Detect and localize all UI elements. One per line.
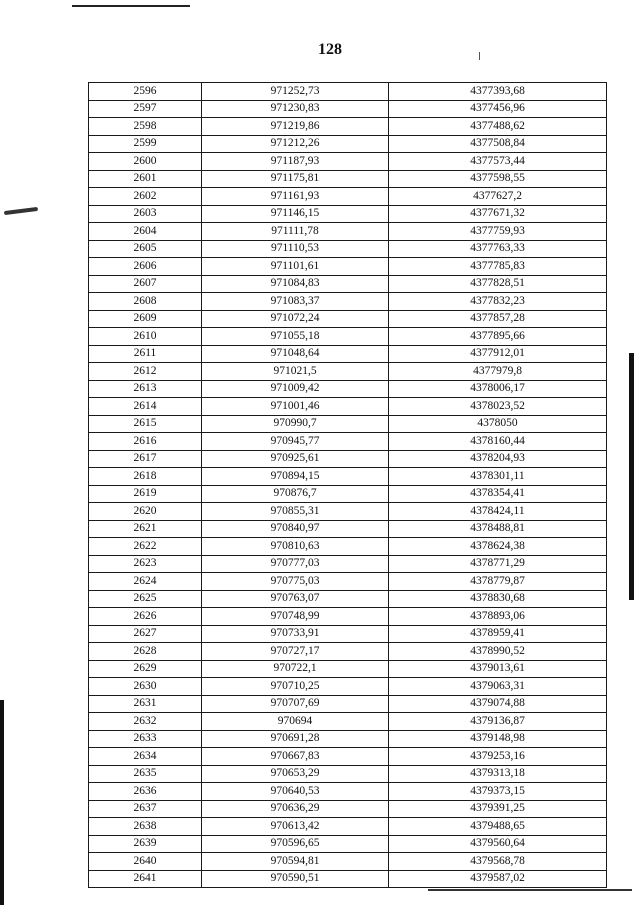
y-coordinate-cell: 4378006,17 xyxy=(389,380,607,398)
table-row xyxy=(89,135,607,153)
coordinates-table-body xyxy=(89,83,607,888)
y-coordinate-cell: 4377785,83 xyxy=(389,258,607,276)
point-number-cell: 2621 xyxy=(89,520,202,538)
table-row xyxy=(89,783,607,801)
point-number-cell: 2637 xyxy=(89,800,202,818)
y-coordinate-cell: 4379391,25 xyxy=(389,800,607,818)
y-coordinate-cell: 4378959,41 xyxy=(389,625,607,643)
x-coordinate-cell: 971230,83 xyxy=(202,100,389,118)
y-coordinate-cell: 4378624,38 xyxy=(389,538,607,556)
y-coordinate-cell: 4378204,93 xyxy=(389,450,607,468)
point-number-cell: 2600 xyxy=(89,153,202,171)
y-coordinate-cell: 4377627,2 xyxy=(389,188,607,206)
y-coordinate-cell: 4379074,88 xyxy=(389,695,607,713)
x-coordinate-cell: 971187,93 xyxy=(202,153,389,171)
x-coordinate-cell: 970694 xyxy=(202,713,389,731)
point-number-cell: 2629 xyxy=(89,660,202,678)
x-coordinate-cell: 971084,83 xyxy=(202,275,389,293)
page-number: 128 xyxy=(318,41,342,58)
y-coordinate-cell: 4378893,06 xyxy=(389,608,607,626)
x-coordinate-cell: 970733,91 xyxy=(202,625,389,643)
point-number-cell: 2606 xyxy=(89,258,202,276)
table-row xyxy=(89,363,607,381)
point-number-cell: 2641 xyxy=(89,870,202,888)
table-row xyxy=(89,415,607,433)
point-number-cell: 2607 xyxy=(89,275,202,293)
table-row xyxy=(89,748,607,766)
table-row xyxy=(89,730,607,748)
point-number-cell: 2624 xyxy=(89,573,202,591)
y-coordinate-cell: 4377488,62 xyxy=(389,118,607,136)
x-coordinate-cell: 971219,86 xyxy=(202,118,389,136)
table-row xyxy=(89,573,607,591)
y-coordinate-cell: 4379560,64 xyxy=(389,835,607,853)
table-row xyxy=(89,800,607,818)
y-coordinate-cell: 4379013,61 xyxy=(389,660,607,678)
table-row xyxy=(89,258,607,276)
y-coordinate-cell: 4378424,11 xyxy=(389,503,607,521)
left-edge-bar xyxy=(0,700,4,905)
table-row xyxy=(89,153,607,171)
point-number-cell: 2639 xyxy=(89,835,202,853)
y-coordinate-cell: 4377759,93 xyxy=(389,223,607,241)
x-coordinate-cell: 971161,93 xyxy=(202,188,389,206)
point-number-cell: 2602 xyxy=(89,188,202,206)
x-coordinate-cell: 971110,53 xyxy=(202,240,389,258)
point-number-cell: 2609 xyxy=(89,310,202,328)
point-number-cell: 2599 xyxy=(89,135,202,153)
y-coordinate-cell: 4378301,11 xyxy=(389,468,607,486)
x-coordinate-cell: 970613,42 xyxy=(202,818,389,836)
point-number-cell: 2626 xyxy=(89,608,202,626)
table-row xyxy=(89,223,607,241)
point-number-cell: 2632 xyxy=(89,713,202,731)
x-coordinate-cell: 971111,78 xyxy=(202,223,389,241)
y-coordinate-cell: 4377671,32 xyxy=(389,205,607,223)
bottom-rule xyxy=(428,889,632,891)
point-number-cell: 2631 xyxy=(89,695,202,713)
table-row xyxy=(89,625,607,643)
point-number-cell: 2597 xyxy=(89,100,202,118)
x-coordinate-cell: 971021,5 xyxy=(202,363,389,381)
point-number-cell: 2635 xyxy=(89,765,202,783)
y-coordinate-cell: 4379568,78 xyxy=(389,853,607,871)
y-coordinate-cell: 4379253,16 xyxy=(389,748,607,766)
y-coordinate-cell: 4377828,51 xyxy=(389,275,607,293)
tick-mark xyxy=(479,52,480,60)
table-row xyxy=(89,660,607,678)
y-coordinate-cell: 4377895,66 xyxy=(389,328,607,346)
y-coordinate-cell: 4377912,01 xyxy=(389,345,607,363)
x-coordinate-cell: 970691,28 xyxy=(202,730,389,748)
y-coordinate-cell: 4377832,23 xyxy=(389,293,607,311)
point-number-cell: 2611 xyxy=(89,345,202,363)
x-coordinate-cell: 970775,03 xyxy=(202,573,389,591)
x-coordinate-cell: 971001,46 xyxy=(202,398,389,416)
x-coordinate-cell: 970667,83 xyxy=(202,748,389,766)
table-row xyxy=(89,643,607,661)
x-coordinate-cell: 970925,61 xyxy=(202,450,389,468)
y-coordinate-cell: 4379313,18 xyxy=(389,765,607,783)
top-rule xyxy=(72,5,190,7)
table-row xyxy=(89,188,607,206)
point-number-cell: 2638 xyxy=(89,818,202,836)
table-row xyxy=(89,433,607,451)
y-coordinate-cell: 4378779,87 xyxy=(389,573,607,591)
point-number-cell: 2623 xyxy=(89,555,202,573)
table-row xyxy=(89,240,607,258)
point-number-cell: 2627 xyxy=(89,625,202,643)
x-coordinate-cell: 971055,18 xyxy=(202,328,389,346)
x-coordinate-cell: 970763,07 xyxy=(202,590,389,608)
coordinates-table xyxy=(88,82,607,888)
table-row xyxy=(89,275,607,293)
table-row xyxy=(89,100,607,118)
table-row xyxy=(89,678,607,696)
table-row xyxy=(89,328,607,346)
x-coordinate-cell: 970748,99 xyxy=(202,608,389,626)
table-row xyxy=(89,608,607,626)
y-coordinate-cell: 4377393,68 xyxy=(389,83,607,101)
table-row xyxy=(89,695,607,713)
y-coordinate-cell: 4377857,28 xyxy=(389,310,607,328)
table-row xyxy=(89,835,607,853)
table-row xyxy=(89,380,607,398)
point-number-cell: 2619 xyxy=(89,485,202,503)
y-coordinate-cell: 4377979,8 xyxy=(389,363,607,381)
point-number-cell: 2605 xyxy=(89,240,202,258)
point-number-cell: 2633 xyxy=(89,730,202,748)
y-coordinate-cell: 4378023,52 xyxy=(389,398,607,416)
x-coordinate-cell: 970707,69 xyxy=(202,695,389,713)
table-row xyxy=(89,870,607,888)
table-row xyxy=(89,170,607,188)
x-coordinate-cell: 970876,7 xyxy=(202,485,389,503)
x-coordinate-cell: 970945,77 xyxy=(202,433,389,451)
table-row xyxy=(89,118,607,136)
point-number-cell: 2636 xyxy=(89,783,202,801)
x-coordinate-cell: 970653,29 xyxy=(202,765,389,783)
scan-smudge xyxy=(4,207,38,215)
point-number-cell: 2610 xyxy=(89,328,202,346)
table-row xyxy=(89,293,607,311)
x-coordinate-cell: 971009,42 xyxy=(202,380,389,398)
point-number-cell: 2615 xyxy=(89,415,202,433)
y-coordinate-cell: 4377598,55 xyxy=(389,170,607,188)
table-row xyxy=(89,450,607,468)
table-row xyxy=(89,590,607,608)
point-number-cell: 2622 xyxy=(89,538,202,556)
y-coordinate-cell: 4379148,98 xyxy=(389,730,607,748)
point-number-cell: 2604 xyxy=(89,223,202,241)
point-number-cell: 2628 xyxy=(89,643,202,661)
x-coordinate-cell: 970855,31 xyxy=(202,503,389,521)
right-edge-bar xyxy=(629,353,634,600)
point-number-cell: 2598 xyxy=(89,118,202,136)
point-number-cell: 2618 xyxy=(89,468,202,486)
y-coordinate-cell: 4377456,96 xyxy=(389,100,607,118)
x-coordinate-cell: 970722,1 xyxy=(202,660,389,678)
point-number-cell: 2620 xyxy=(89,503,202,521)
point-number-cell: 2616 xyxy=(89,433,202,451)
y-coordinate-cell: 4379136,87 xyxy=(389,713,607,731)
table-row xyxy=(89,538,607,556)
x-coordinate-cell: 970590,51 xyxy=(202,870,389,888)
x-coordinate-cell: 970894,15 xyxy=(202,468,389,486)
x-coordinate-cell: 971072,24 xyxy=(202,310,389,328)
y-coordinate-cell: 4378990,52 xyxy=(389,643,607,661)
y-coordinate-cell: 4377508,84 xyxy=(389,135,607,153)
table-row xyxy=(89,485,607,503)
y-coordinate-cell: 4378050 xyxy=(389,415,607,433)
point-number-cell: 2603 xyxy=(89,205,202,223)
point-number-cell: 2601 xyxy=(89,170,202,188)
y-coordinate-cell: 4377763,33 xyxy=(389,240,607,258)
table-row xyxy=(89,765,607,783)
x-coordinate-cell: 970596,65 xyxy=(202,835,389,853)
table-row xyxy=(89,818,607,836)
x-coordinate-cell: 970636,29 xyxy=(202,800,389,818)
point-number-cell: 2614 xyxy=(89,398,202,416)
table-row xyxy=(89,398,607,416)
table-row xyxy=(89,713,607,731)
point-number-cell: 2630 xyxy=(89,678,202,696)
table-row xyxy=(89,205,607,223)
y-coordinate-cell: 4377573,44 xyxy=(389,153,607,171)
y-coordinate-cell: 4378160,44 xyxy=(389,433,607,451)
x-coordinate-cell: 971101,61 xyxy=(202,258,389,276)
point-number-cell: 2625 xyxy=(89,590,202,608)
y-coordinate-cell: 4379373,15 xyxy=(389,783,607,801)
table-row xyxy=(89,345,607,363)
y-coordinate-cell: 4378771,29 xyxy=(389,555,607,573)
point-number-cell: 2613 xyxy=(89,380,202,398)
table-row xyxy=(89,555,607,573)
y-coordinate-cell: 4378354,41 xyxy=(389,485,607,503)
point-number-cell: 2596 xyxy=(89,83,202,101)
y-coordinate-cell: 4379587,02 xyxy=(389,870,607,888)
point-number-cell: 2617 xyxy=(89,450,202,468)
table-row xyxy=(89,853,607,871)
x-coordinate-cell: 970840,97 xyxy=(202,520,389,538)
x-coordinate-cell: 971083,37 xyxy=(202,293,389,311)
y-coordinate-cell: 4379488,65 xyxy=(389,818,607,836)
x-coordinate-cell: 970810,63 xyxy=(202,538,389,556)
x-coordinate-cell: 970777,03 xyxy=(202,555,389,573)
x-coordinate-cell: 970594,81 xyxy=(202,853,389,871)
x-coordinate-cell: 971252,73 xyxy=(202,83,389,101)
point-number-cell: 2640 xyxy=(89,853,202,871)
y-coordinate-cell: 4378830,68 xyxy=(389,590,607,608)
table-row xyxy=(89,520,607,538)
x-coordinate-cell: 971048,64 xyxy=(202,345,389,363)
point-number-cell: 2612 xyxy=(89,363,202,381)
table-row xyxy=(89,468,607,486)
x-coordinate-cell: 971212,26 xyxy=(202,135,389,153)
table-row xyxy=(89,310,607,328)
x-coordinate-cell: 970710,25 xyxy=(202,678,389,696)
y-coordinate-cell: 4379063,31 xyxy=(389,678,607,696)
x-coordinate-cell: 970727,17 xyxy=(202,643,389,661)
table-row xyxy=(89,83,607,101)
point-number-cell: 2608 xyxy=(89,293,202,311)
y-coordinate-cell: 4378488,81 xyxy=(389,520,607,538)
x-coordinate-cell: 970640,53 xyxy=(202,783,389,801)
x-coordinate-cell: 971175,81 xyxy=(202,170,389,188)
x-coordinate-cell: 970990,7 xyxy=(202,415,389,433)
point-number-cell: 2634 xyxy=(89,748,202,766)
x-coordinate-cell: 971146,15 xyxy=(202,205,389,223)
table-row xyxy=(89,503,607,521)
